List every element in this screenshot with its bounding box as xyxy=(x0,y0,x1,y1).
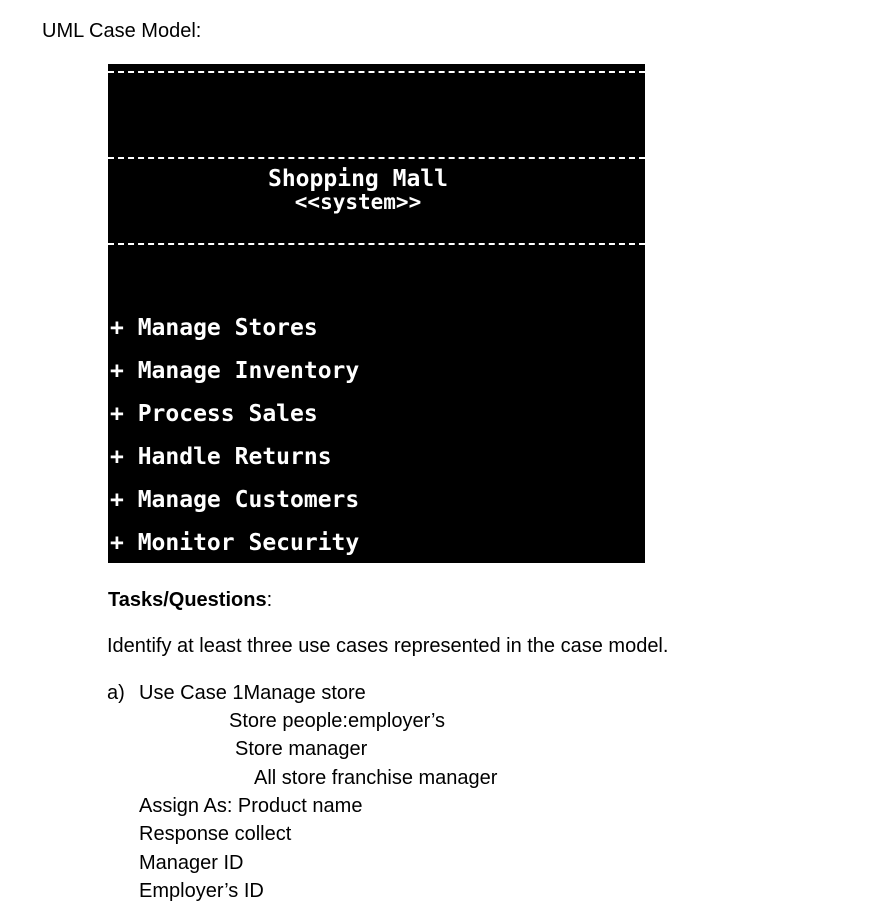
use-case-title: Use Case 1Manage store xyxy=(139,682,366,704)
tasks-colon: : xyxy=(266,589,273,611)
uml-operations-list xyxy=(110,314,359,563)
uml-stereotype: <<system>> xyxy=(294,190,422,214)
dashed-divider-top xyxy=(108,71,645,73)
uml-operation: + Process Sales xyxy=(110,401,318,427)
tasks-label: Tasks/Questions xyxy=(108,589,267,611)
answer-marker: a) xyxy=(107,682,125,704)
answer-line: Employer’s ID xyxy=(139,880,264,902)
answer-line: All store franchise manager xyxy=(254,767,498,789)
uml-operation: + Manage Inventory xyxy=(110,358,360,384)
uml-class-diagram xyxy=(108,64,645,563)
uml-operation: + Handle Returns xyxy=(110,444,332,470)
page-heading: UML Case Model: xyxy=(42,20,202,42)
uml-system-title: Shopping Mall xyxy=(267,166,448,192)
dashed-divider-middle xyxy=(108,157,645,159)
answer-line: Store people:employer’s xyxy=(229,710,446,732)
answer-line: Assign As: Product name xyxy=(139,795,363,817)
question-text: Identify at least three use cases represented in the case model. xyxy=(107,635,669,657)
answer-line: Store manager xyxy=(235,738,368,760)
answer-line: Response collect xyxy=(139,823,292,845)
dashed-divider-lower xyxy=(108,243,645,245)
uml-operation: + Monitor Security xyxy=(110,530,360,556)
answer-line: Manager ID xyxy=(139,852,244,874)
tasks-heading xyxy=(108,588,272,612)
uml-operation: + Manage Stores xyxy=(110,315,318,341)
uml-operation: + Manage Customers xyxy=(110,487,360,513)
